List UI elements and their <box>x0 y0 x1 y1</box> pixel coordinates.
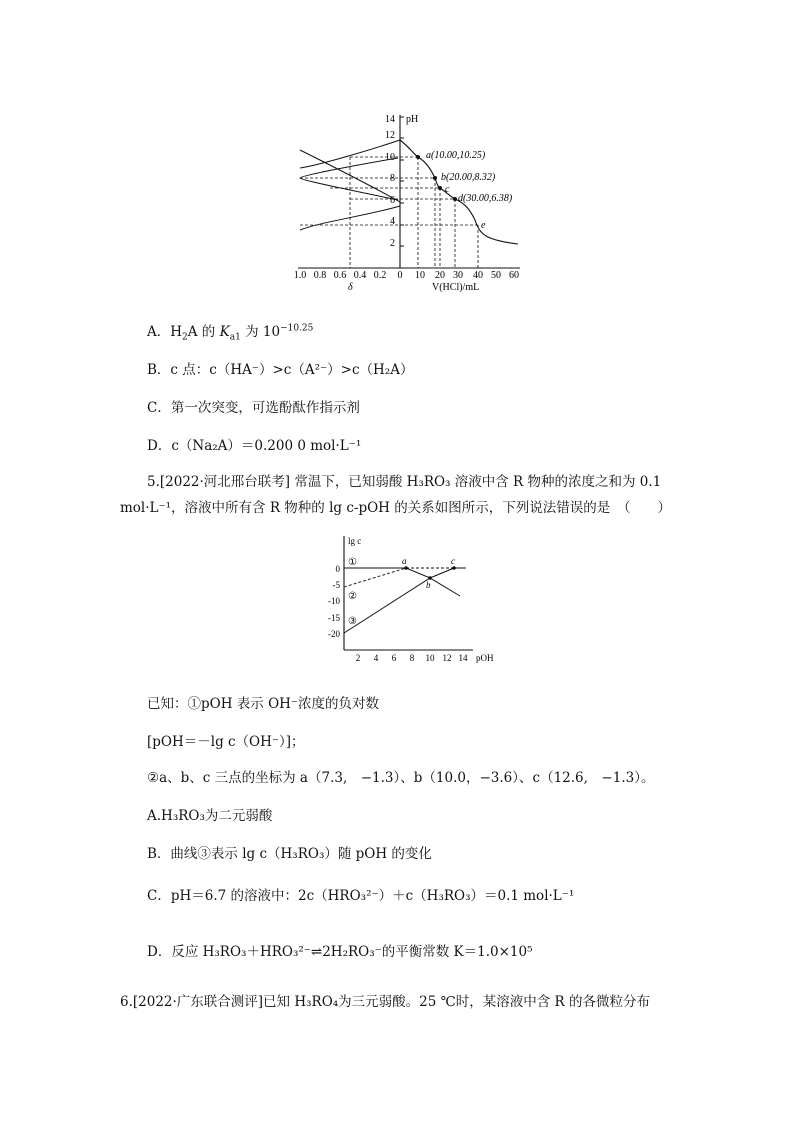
q5-option-a: A.H₃RO₃为二元弱酸 <box>147 808 273 824</box>
lgc-tick: -5 <box>332 580 340 590</box>
ph-tick: 6 <box>390 195 395 206</box>
ph-tick: 10 <box>385 152 395 163</box>
point-e-label: e <box>481 220 486 231</box>
poh-tick: 6 <box>391 653 397 663</box>
q4-option-c: C．第一次突变，可选酚酞作指示剂 <box>147 400 360 416</box>
delta-tick: 1.0 <box>293 270 307 281</box>
poh-tick: 2 <box>355 653 361 663</box>
q4-option-d: D．c（Na₂A）＝0.200 0 mol·L⁻¹ <box>147 438 362 454</box>
q5-known-2: [pOH＝－lg c（OH⁻）]； <box>147 734 305 750</box>
q4-option-b: B．c 点：c（HA⁻）>c（A²⁻）>c（H₂A） <box>147 362 414 378</box>
lgc-tick: -15 <box>328 613 340 623</box>
curve-3-label: ③ <box>348 616 357 627</box>
curve-3 <box>344 578 460 633</box>
delta-tick: 0.8 <box>313 270 327 281</box>
point-a <box>416 155 420 159</box>
point-a <box>404 566 408 570</box>
lgc-tick: 0 <box>335 564 340 574</box>
q6-stem: 6.[2022·广东联合测评]已知 H₃RO₄为三元弱酸。25 ℃时，某溶液中含 R 的各微粒分布 <box>120 994 650 1010</box>
curve-2-dash <box>344 568 406 587</box>
q5-known-3: ②a、b、c 三点的坐标为 a（7.3, −1.3）、b（10.0，−3.6）、c（12.6, −1.3）。 <box>147 770 655 786</box>
volume-tick: 10 <box>415 270 425 281</box>
delta-tick: 0.2 <box>373 270 387 281</box>
point-c <box>452 566 456 570</box>
volume-label: V(HCl)/mL <box>432 282 480 293</box>
point-b-label: b <box>426 580 431 590</box>
lgc-axis-label: lg c <box>348 536 362 546</box>
q5-stem-line2: mol·L⁻¹，溶液中所有含 R 物种的 lg c-pOH 的关系如图所示，下列说法错误的是 （ ） <box>120 500 671 516</box>
delta-label: δ <box>348 282 353 293</box>
volume-tick: 40 <box>473 270 483 281</box>
q4-option-a: A．$H_2A$ 的 $K_{a1}$ 为 $10^{-10.25}$ <box>147 323 314 343</box>
volume-tick: 60 <box>509 270 519 281</box>
point-b-label: b(20.00,8.32) <box>441 172 496 183</box>
curve-2-label: ② <box>348 591 357 602</box>
point-a-label: a(10.00,10.25) <box>426 150 486 161</box>
titration-chart <box>290 110 530 295</box>
volume-tick: 50 <box>491 270 501 281</box>
q5-known-1: 已知：①pOH 表示 OH⁻浓度的负对数 <box>147 696 380 712</box>
poh-tick: 8 <box>409 653 415 663</box>
poh-axis-label: pOH <box>476 653 494 663</box>
point-b <box>433 176 437 180</box>
point-c-label: c <box>445 184 450 195</box>
ph-tick: 2 <box>390 238 395 249</box>
distribution-curve <box>300 158 398 200</box>
delta-tick: 0.4 <box>353 270 367 281</box>
point-c <box>438 186 442 190</box>
point-a-label: a <box>402 556 407 566</box>
point-c-label: c <box>451 556 455 566</box>
volume-tick: 20 <box>435 270 445 281</box>
q5-stem-line1: 5.[2022·河北邢台联考] 常温下，已知弱酸 H₃RO₃ 溶液中含 R 物种的浓度之和为 0.1 <box>147 474 662 490</box>
poh-tick: 14 <box>458 653 468 663</box>
ph-tick: 14 <box>385 114 395 125</box>
poh-tick: 12 <box>442 653 452 663</box>
ph-tick: 4 <box>390 216 395 227</box>
point-d-label: d(30.00,6.38) <box>458 193 513 204</box>
lgc-tick: -10 <box>328 596 340 606</box>
curve-1 <box>344 568 466 578</box>
lgc-poh-chart <box>318 532 503 667</box>
poh-tick: 10 <box>425 653 435 663</box>
ph-tick: 8 <box>390 173 395 184</box>
q5-option-b: B．曲线③表示 lg c（H₃RO₃）随 pOH 的变化 <box>147 846 432 862</box>
curve-1-label: ① <box>348 557 357 568</box>
ph-axis-label: pH <box>406 114 419 125</box>
q5-option-d: D．反应 H₃RO₃＋HRO₃²⁻⇌2H₂RO₃⁻的平衡常数 K＝1.0×10⁵ <box>147 944 533 960</box>
delta-tick: 0 <box>397 270 403 281</box>
ph-tick: 12 <box>385 130 395 141</box>
lgc-tick: -20 <box>328 629 340 639</box>
volume-tick: 30 <box>453 270 463 281</box>
poh-tick: 4 <box>373 653 379 663</box>
delta-tick: 0.6 <box>333 270 347 281</box>
q5-option-c: C．pH＝6.7 的溶液中：2c（HRO₃²⁻）＋c（H₃RO₃）＝0.1 mol·L⁻¹ <box>147 888 575 904</box>
point-d <box>453 197 457 201</box>
